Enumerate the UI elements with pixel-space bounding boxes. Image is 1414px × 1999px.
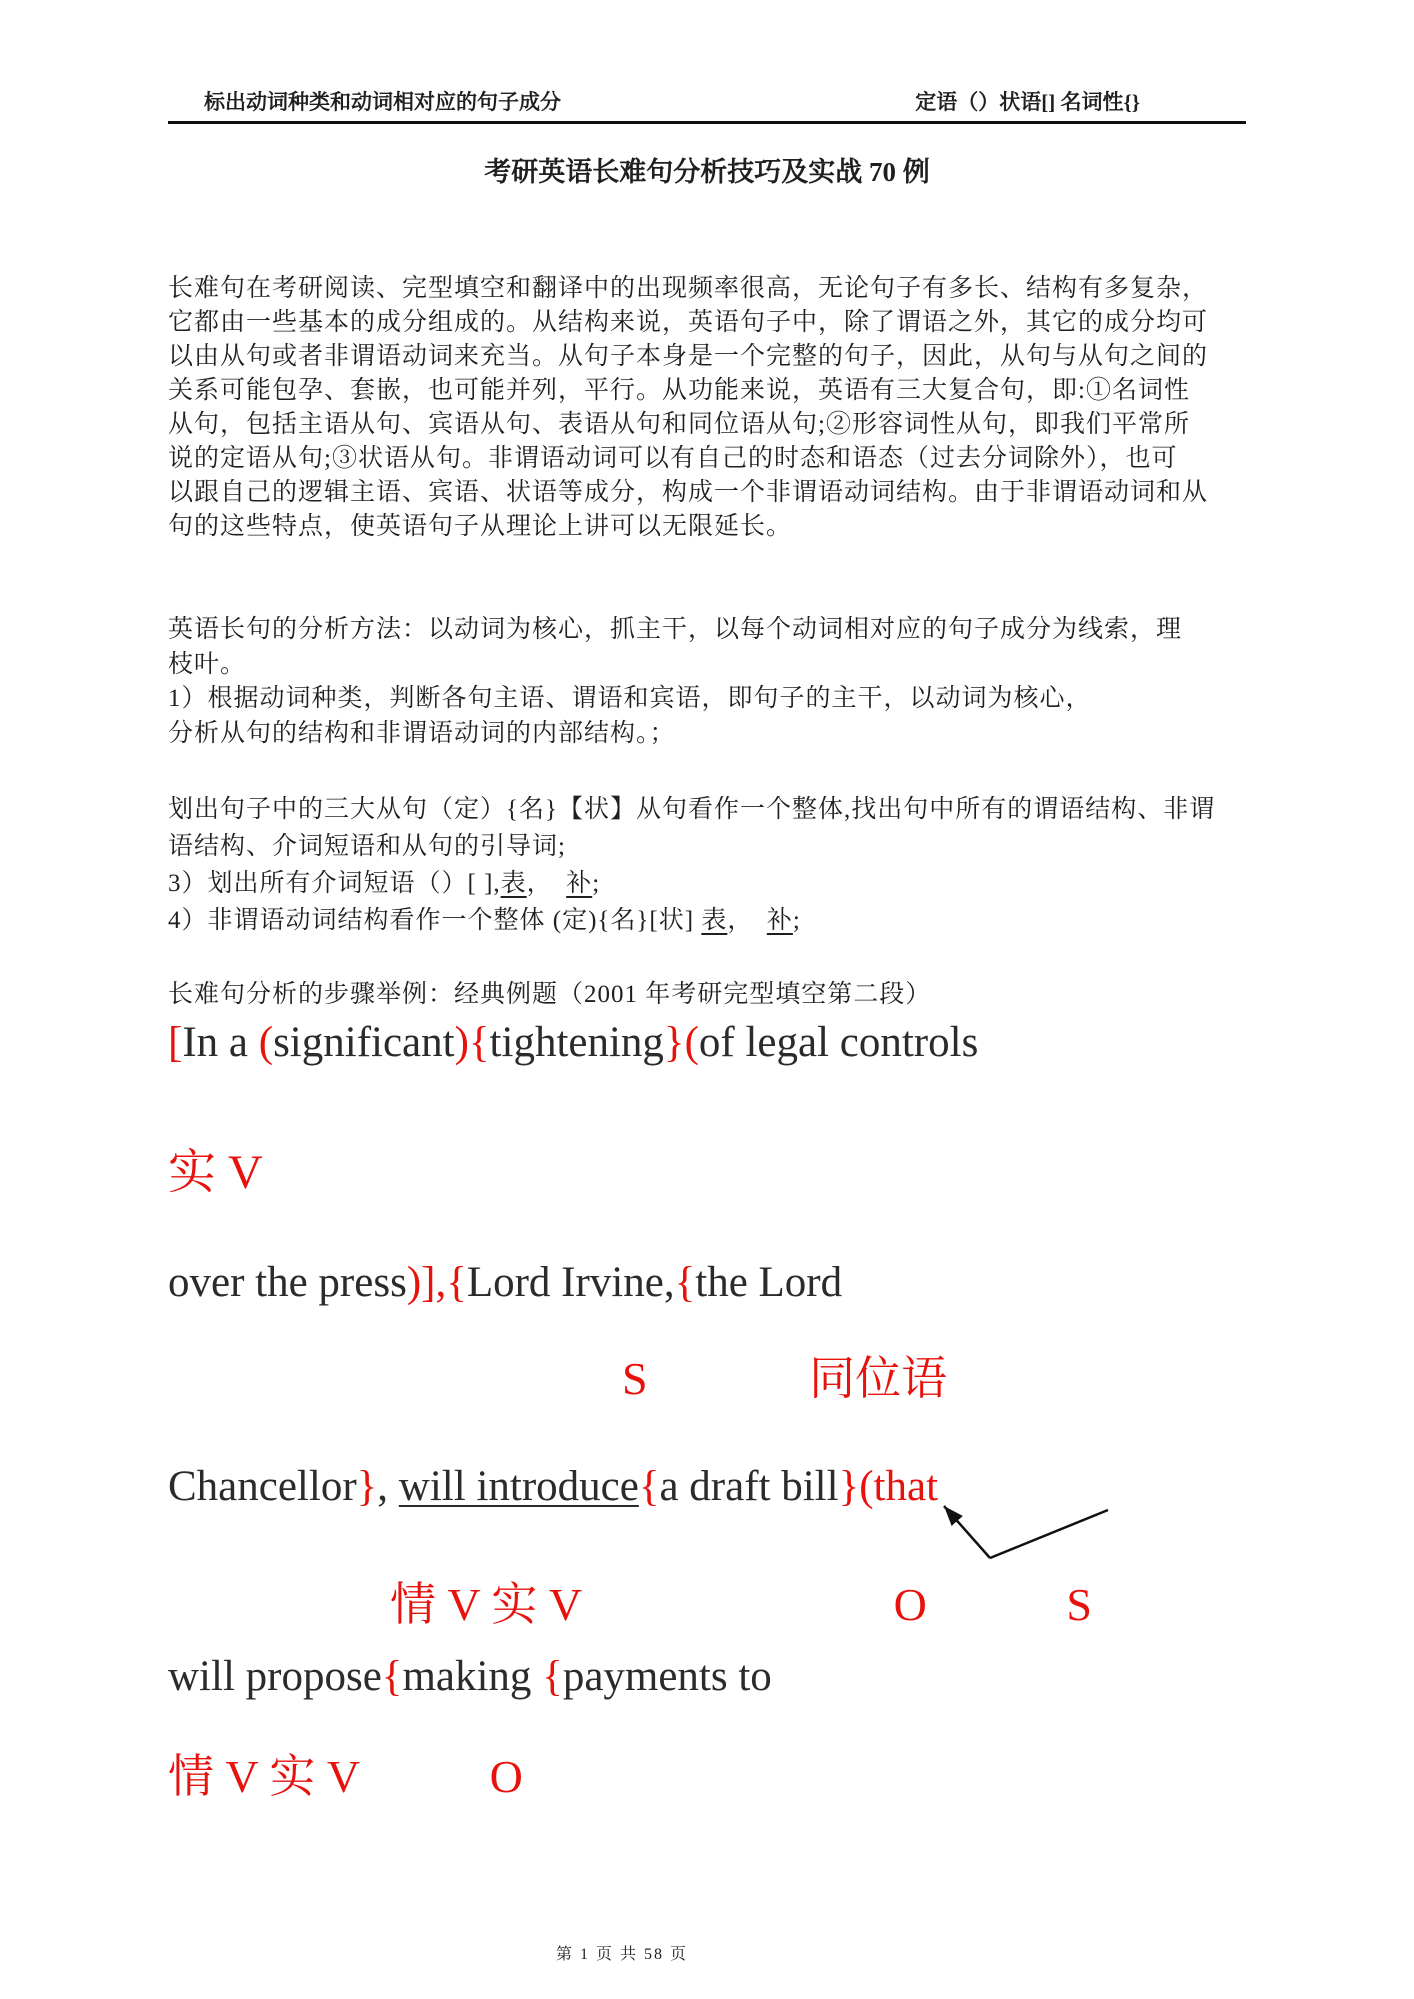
- paragraph-line: 分析从句的结构和非谓语动词的内部结构。；: [168, 719, 676, 747]
- paragraph-line: 它都由一些基本的成分组成的。从结构来说，英语句子中，除了谓语之外，其它的成分均可: [168, 309, 1209, 336]
- paragraph-line: 英语长句的分析方法：以动词为核心，抓主干，以每个动词相对应的句子成分为线索，理: [168, 616, 1183, 643]
- page-number: 第 1 页 共 58 页: [556, 1946, 689, 1963]
- annotation-shi-v: 实 V: [168, 1146, 263, 1199]
- steps-paragraph: [168, 791, 1268, 939]
- annotation-row-qv-o: [168, 1740, 523, 1806]
- example-sentence-line-3: Chancellor}, will introduce{a draft bill}(that: [168, 1463, 939, 1510]
- example-analysis-section: [168, 1010, 1388, 1860]
- arrow-annotation: [928, 1492, 1128, 1572]
- paragraph-line: 4）非谓语动词结构看作一个整体 (定){名}[状] 表， 补;: [168, 907, 801, 934]
- annotation-qing-shi-v: 情 V 实 V: [168, 1751, 361, 1802]
- annotation-o: O: [489, 1751, 523, 1802]
- example-sentence-line-4: will propose{making {payments to: [168, 1653, 772, 1700]
- annotation-subject-apposition: [168, 1342, 947, 1408]
- paragraph-line: 枝叶。: [168, 650, 247, 678]
- paragraph-line: 以由从句或者非谓语动词来充当。从句子本身是一个完整的句子，因此，从句与从句之间的: [168, 343, 1209, 370]
- annotation-row-qv-o-s: [168, 1568, 1092, 1634]
- annotation-o: O: [893, 1579, 927, 1630]
- paragraph-line: 1）根据动词种类，判断各句主语、谓语和宾语，即句子的主干，以动词为核心，: [168, 685, 1092, 712]
- example-sentence-line-2: over the press)],{Lord Irvine,{the Lord: [168, 1259, 843, 1306]
- annotation-qing-shi-v: 情 V 实 V: [390, 1579, 583, 1630]
- intro-paragraph: [168, 272, 1268, 544]
- page-header: [168, 72, 1246, 124]
- paragraph-line: 3）划出所有介词短语（）[ ],表， 补;: [168, 870, 601, 897]
- paragraph-line: 句的这些特点，使英语句子从理论上讲可以无限延长。: [168, 513, 793, 540]
- paragraph-line: 说的定语从句;③状语从句。非谓语动词可以有自己的时态和语态（过去分词除外），也可: [168, 445, 1178, 472]
- annotation-s: S: [622, 1353, 648, 1404]
- annotation-apposition: 同位语: [809, 1353, 948, 1404]
- paragraph-line: 从句，包括主语从句、宾语从句、表语从句和同位语从句;②形容词性从句，即我们平常所: [168, 411, 1190, 438]
- header-right-text: 定语（）状语[] 名词性{}: [915, 89, 1140, 114]
- paragraph-line: 划出句子中的三大从句（定）{名}【状】从句看作一个整体,找出句中所有的谓语结构、非谓: [168, 796, 1216, 823]
- paragraph-line: 关系可能包孕、套嵌，也可能并列，平行。从功能来说，英语有三大复合句，即:①名词性: [168, 377, 1190, 404]
- annotation-s: S: [1066, 1579, 1092, 1630]
- paragraph-line: 长难句在考研阅读、完型填空和翻译中的出现频率很高，无论句子有多长、结构有多复杂，: [168, 275, 1209, 302]
- method-paragraph: [168, 613, 1268, 751]
- page-title: 考研英语长难句分析技巧及实战 70 例: [484, 157, 930, 187]
- header-left-text: 标出动词种类和动词相对应的句子成分: [204, 89, 561, 114]
- example-intro-line: 长难句分析的步骤举例：经典例题（2001 年考研完型填空第二段）: [168, 981, 932, 1008]
- example-sentence-line-1: [In a (significant){tightening}(of legal controls: [168, 1019, 979, 1066]
- paragraph-line: 语结构、介词短语和从句的引导词;: [168, 833, 566, 860]
- paragraph-line: 以跟自己的逻辑主语、宾语、状语等成分，构成一个非谓语动词结构。由于非谓语动词和从: [168, 479, 1209, 506]
